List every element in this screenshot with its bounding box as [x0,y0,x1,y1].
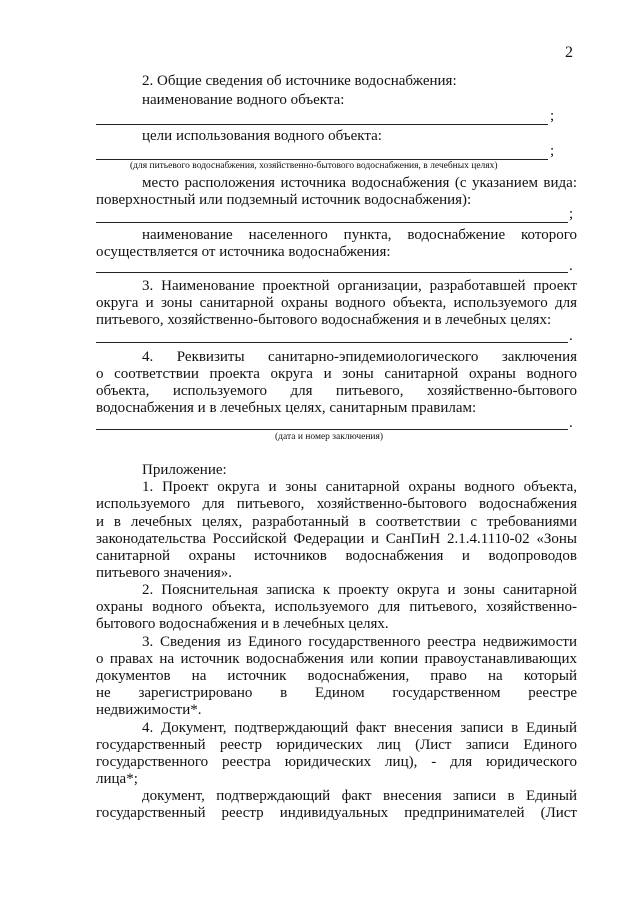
appendix-item3-line: 3. Сведения из Единого государственного реестра недвижимости [142,634,577,650]
water-object-name-label: наименование водного объекта: [142,92,345,108]
appendix-item3-line: о правах на источник водоснабжения или копии правоустанавливающих [96,651,577,667]
section3-line-3: питьевого, хозяйственно-бытового водоснабжения и в лечебных целях: [96,312,552,328]
section4-line-1: 4. Реквизиты санитарно-эпидемиологического заключения [142,349,577,365]
conclusion-hint: (дата и номер заключения) [275,432,384,442]
appendix-item1-line: питьевого значения». [96,565,233,581]
appendix-item4-line: государственного реестра юридических лиц), - для юридического [96,754,577,770]
purpose-line [96,159,548,160]
appendix-item1-line: санитарной охраны источников водоснабжения и водопроводов [96,548,577,564]
appendix-heading: Приложение: [142,462,227,478]
appendix-item2-line: охраны водного объекта, используемого для питьевого, хозяйственно- [96,599,577,615]
section3-line-1: 3. Наименование проектной организации, разработавшей проект [142,278,577,294]
period: . [569,415,573,431]
organization-line [96,342,568,343]
appendix-item4-line: 4. Документ, подтверждающий факт внесения записи в Единый [142,720,577,736]
appendix-item1-line: используемого для питьевого, хозяйственно-бытового водоснабжения [96,496,577,512]
appendix-item1-line: законодательства Российской Федерации и СанПиН 2.1.4.1110-02 «Зоны [96,531,577,547]
location-line-1: место расположения источника водоснабжения (с указанием вида: [142,175,577,191]
appendix-item4-line: лица*; [96,771,138,787]
appendix-item4-line: государственный реестр юридических лиц (Лист записи Единого [96,737,577,753]
appendix-item3-line: недвижимости*. [96,702,202,718]
water-object-name-line [96,124,548,125]
settlement-line [96,272,568,273]
settlement-line-1: наименование населенного пункта, водоснабжение которого [142,227,577,243]
appendix-item2-line: 2. Пояснительная записка к проекту округа и зоны санитарной [142,582,577,598]
section4-line-2: о соответствии проекта округа и зоны санитарной охраны водного [96,366,577,382]
purpose-hint: (для питьевого водоснабжения, хозяйственно-бытового водоснабжения, в лечебных целях) [130,161,498,171]
section4-line-4: водоснабжения и в лечебных целях, санитарным правилам: [96,400,477,416]
section3-line-2: округа и зоны санитарной охраны водного объекта, используемого для [96,295,577,311]
location-line-2: поверхностный или подземный источник водоснабжения): [96,192,472,208]
period: . [569,328,573,344]
section2-title: 2. Общие сведения об источнике водоснабжения: [142,73,457,89]
appendix-item1-line: 1. Проект округа и зоны санитарной охраны водного объекта, [142,479,577,495]
conclusion-line [96,429,568,430]
appendix-item4-line: государственный реестр индивидуальных предпринимателей (Лист [96,805,577,821]
location-line [96,222,568,223]
appendix-item4-line: документ, подтверждающий факт внесения записи в Единый [142,788,577,804]
purpose-label: цели использования водного объекта: [142,128,382,144]
semicolon: ; [550,143,555,159]
semicolon: ; [550,108,555,124]
section4-line-3: объекта, используемого для питьевого, хозяйственно-бытового [96,383,577,399]
page-number: 2 [565,44,573,61]
appendix-item3-line: документов на источник водоснабжения, право на который [96,668,577,684]
settlement-line-2: осуществляется от источника водоснабжения: [96,244,391,260]
appendix-item1-line: и в лечебных целях, разработанный в соответствии с требованиями [96,514,577,530]
appendix-item2-line: бытового водоснабжения и в лечебных целях. [96,616,389,632]
period: . [569,258,573,274]
semicolon: ; [569,206,574,222]
appendix-item3-line: не зарегистрировано в Едином государственном реестре [96,685,577,701]
